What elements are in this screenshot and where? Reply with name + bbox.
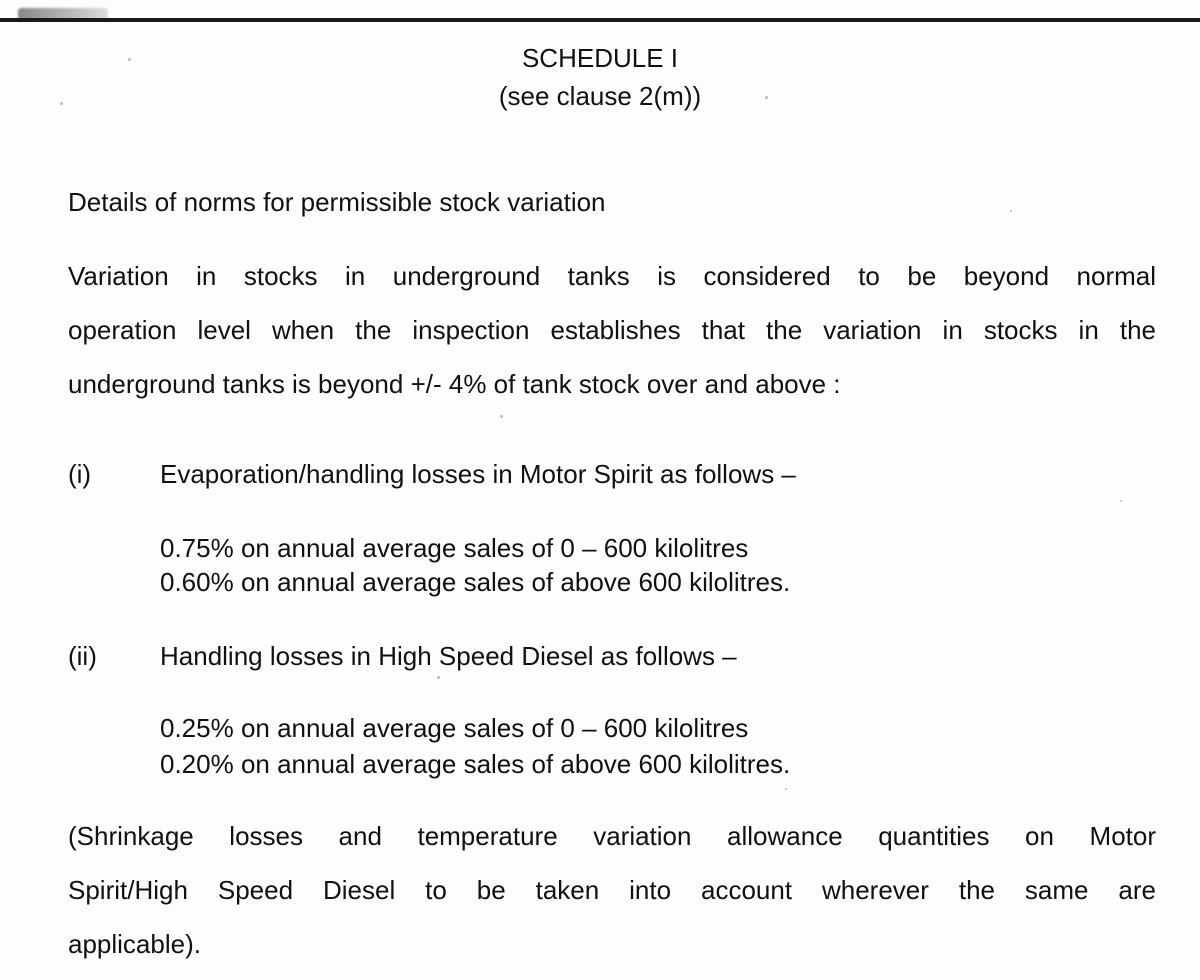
scan-speck — [500, 415, 503, 418]
intro-line-1: Variation in stocks in underground tanks is considered to be beyond normal — [68, 261, 1156, 291]
closing-line-1: (Shrinkage losses and temperature variation allowance quantities on Motor — [68, 821, 1156, 851]
scan-speck — [785, 788, 787, 790]
top-rule — [0, 18, 1200, 22]
rate-line: 0.75% on annual average sales of 0 – 600 kilolitres — [160, 533, 749, 563]
rate-line: 0.25% on annual average sales of 0 – 600 kilolitres — [160, 713, 749, 743]
item-text-i: Evaporation/handling losses in Motor Spirit as follows – — [160, 459, 796, 489]
rate-line: 0.20% on annual average sales of above 600 kilolitres. — [160, 749, 791, 779]
rate-line: 0.60% on annual average sales of above 600 kilolitres. — [160, 567, 791, 597]
closing-line-3: applicable). — [68, 929, 201, 959]
schedule-subtitle: (see clause 2(m)) — [498, 81, 702, 111]
item-text-ii: Handling losses in High Speed Diesel as follows – — [160, 641, 737, 671]
item-marker-ii: (ii) — [68, 641, 97, 671]
schedule-title: SCHEDULE I — [521, 43, 679, 73]
section-title: Details of norms for permissible stock variation — [68, 187, 606, 217]
intro-line-2: operation level when the inspection establishes that the variation in stocks in the — [68, 315, 1156, 345]
item-marker-i: (i) — [68, 459, 92, 489]
closing-line-2: Spirit/High Speed Diesel to be taken into account wherever the same are — [68, 875, 1156, 905]
intro-line-3: underground tanks is beyond +/- 4% of tank stock over and above : — [68, 369, 841, 399]
scan-speck — [1120, 500, 1122, 502]
scan-speck — [437, 676, 440, 679]
scan-speck — [1010, 210, 1012, 212]
